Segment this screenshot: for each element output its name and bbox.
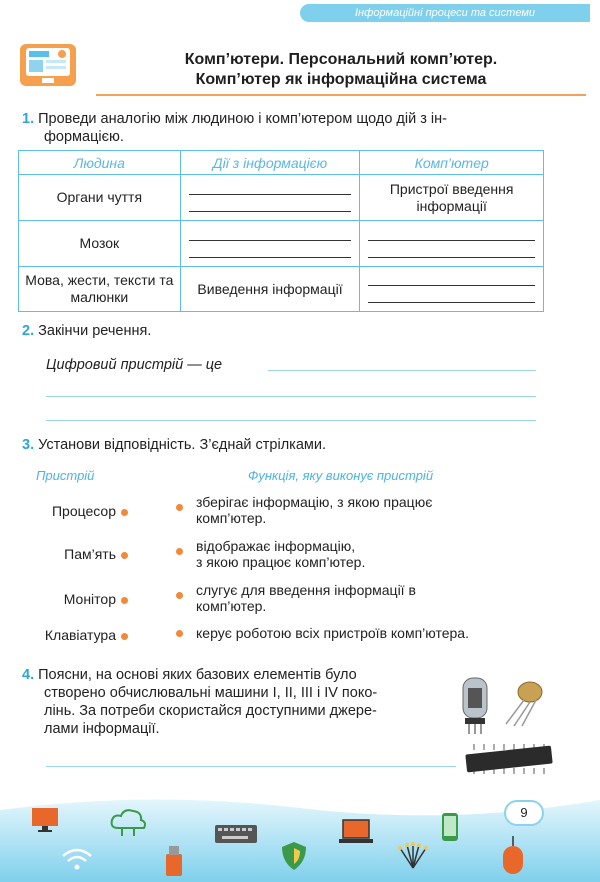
answer-line[interactable] xyxy=(268,370,536,371)
task4-line: створено обчислювальні машини I, II, III і IV поко- xyxy=(44,685,378,701)
title-line-2: Комп’ютер як інформаційна система xyxy=(195,71,487,88)
answer-blank-cell[interactable] xyxy=(360,267,544,312)
keyboard-icon xyxy=(214,824,258,844)
answer-line[interactable] xyxy=(189,247,352,258)
function-text-line: комп’ютер. xyxy=(196,510,267,526)
answer-line[interactable] xyxy=(189,201,352,212)
page-title xyxy=(96,50,586,90)
connector-dot[interactable] xyxy=(176,592,183,599)
device-label: Процесор xyxy=(51,503,116,519)
answer-blank-cell[interactable] xyxy=(360,221,544,267)
connector-dot[interactable] xyxy=(121,509,128,516)
laptop-icon xyxy=(338,818,374,846)
cell-computer: Пристрої введення інформації xyxy=(360,175,544,221)
table-row xyxy=(19,267,544,312)
shield-icon xyxy=(280,840,308,872)
function-text-line: керує роботою всіх пристроїв комп’ютера. xyxy=(196,625,469,641)
function-text-line: відображає інформацію, xyxy=(196,538,356,554)
task4-line: лінь. За потреби скористайся доступними джере- xyxy=(44,703,377,719)
answer-line[interactable] xyxy=(189,230,352,241)
device-label: Пам’ять xyxy=(64,546,116,562)
task2-text: Закінчи речення. xyxy=(38,323,152,339)
microchip-icon xyxy=(462,740,557,778)
task1-text-line1: Проведи аналогію між людиною і комп’ютером щодо дій з ін- xyxy=(38,111,447,127)
answer-blank-cell[interactable] xyxy=(180,221,360,267)
function-item[interactable] xyxy=(176,494,432,526)
task2-number: 2. xyxy=(22,323,35,339)
task1-instruction xyxy=(22,110,582,146)
answer-line[interactable] xyxy=(46,420,536,421)
wifi-icon xyxy=(60,846,94,872)
analogy-table xyxy=(18,150,544,312)
function-text-line: з якою працює комп’ютер. xyxy=(196,554,366,570)
function-text-line: слугує для введення інформації в xyxy=(196,582,416,598)
cell-person: Мова, жести, тексти та малюнки xyxy=(19,267,181,312)
title-divider xyxy=(96,94,586,96)
connector-dot[interactable] xyxy=(176,504,183,511)
device-item[interactable] xyxy=(20,546,128,562)
answer-line[interactable] xyxy=(189,184,352,195)
connector-dot[interactable] xyxy=(121,597,128,604)
task2-prompt: Цифровий пристрій — це xyxy=(46,357,223,373)
header-computer: Комп’ютер xyxy=(360,151,544,175)
answer-line[interactable] xyxy=(368,247,535,258)
section-header: Інформаційні процеси та системи xyxy=(300,4,590,22)
table-header-row xyxy=(19,151,544,175)
connector-dot[interactable] xyxy=(176,630,183,637)
task4-instruction xyxy=(22,666,452,738)
table-row xyxy=(19,221,544,267)
computer-lesson-icon xyxy=(18,40,80,90)
task2-instruction xyxy=(22,322,151,340)
task3-number: 3. xyxy=(22,437,35,453)
transistor-icon xyxy=(500,680,550,728)
answer-line[interactable] xyxy=(368,275,535,286)
page-number: 9 xyxy=(504,800,544,826)
answer-line[interactable] xyxy=(46,396,536,397)
function-item[interactable] xyxy=(176,582,416,614)
function-item[interactable] xyxy=(176,538,365,570)
device-item[interactable] xyxy=(20,591,128,607)
answer-line[interactable] xyxy=(368,230,535,241)
cell-person: Органи чуття xyxy=(19,175,181,221)
task1-number: 1. xyxy=(22,111,35,127)
task4-line: лами інформації. xyxy=(44,721,160,737)
cloud-network-icon xyxy=(108,806,148,838)
device-item[interactable] xyxy=(6,627,128,643)
function-item[interactable] xyxy=(176,625,469,641)
device-label: Монітор xyxy=(63,591,116,607)
header-person: Людина xyxy=(19,151,181,175)
column-devices-header: Пристрій xyxy=(36,468,95,483)
device-item[interactable] xyxy=(20,503,128,519)
answer-line[interactable] xyxy=(46,766,456,767)
mouse-icon xyxy=(500,836,526,876)
connector-dot[interactable] xyxy=(121,552,128,559)
vacuum-tube-icon xyxy=(455,676,495,736)
answer-line[interactable] xyxy=(368,292,535,303)
phone-icon xyxy=(440,812,460,842)
usb-drive-icon xyxy=(160,844,188,878)
cell-action: Виведення інформації xyxy=(180,267,360,312)
device-label: Клавіатура xyxy=(44,627,116,643)
task4-number: 4. xyxy=(22,667,35,683)
answer-blank-cell[interactable] xyxy=(180,175,360,221)
table-row xyxy=(19,175,544,221)
task1-text-line2: формацією. xyxy=(44,129,124,145)
task4-line: Поясни, на основі яких базових елементів було xyxy=(38,667,357,683)
function-text-line: комп’ютер. xyxy=(196,598,267,614)
task3-text: Установи відповідність. З’єднай стрілками. xyxy=(38,437,326,453)
cell-person: Мозок xyxy=(19,221,181,267)
column-functions-header: Функція, яку виконує пристрій xyxy=(248,468,434,483)
header-action: Дії з інформацією xyxy=(180,151,360,175)
connector-dot[interactable] xyxy=(121,633,128,640)
fiber-optic-icon xyxy=(396,842,430,870)
task3-instruction xyxy=(22,436,326,454)
title-line-1: Комп’ютери. Персональний комп’ютер. xyxy=(184,51,498,68)
function-text-line: зберігає інформацію, з якою працює xyxy=(196,494,433,510)
monitor-icon xyxy=(30,806,60,834)
connector-dot[interactable] xyxy=(176,548,183,555)
